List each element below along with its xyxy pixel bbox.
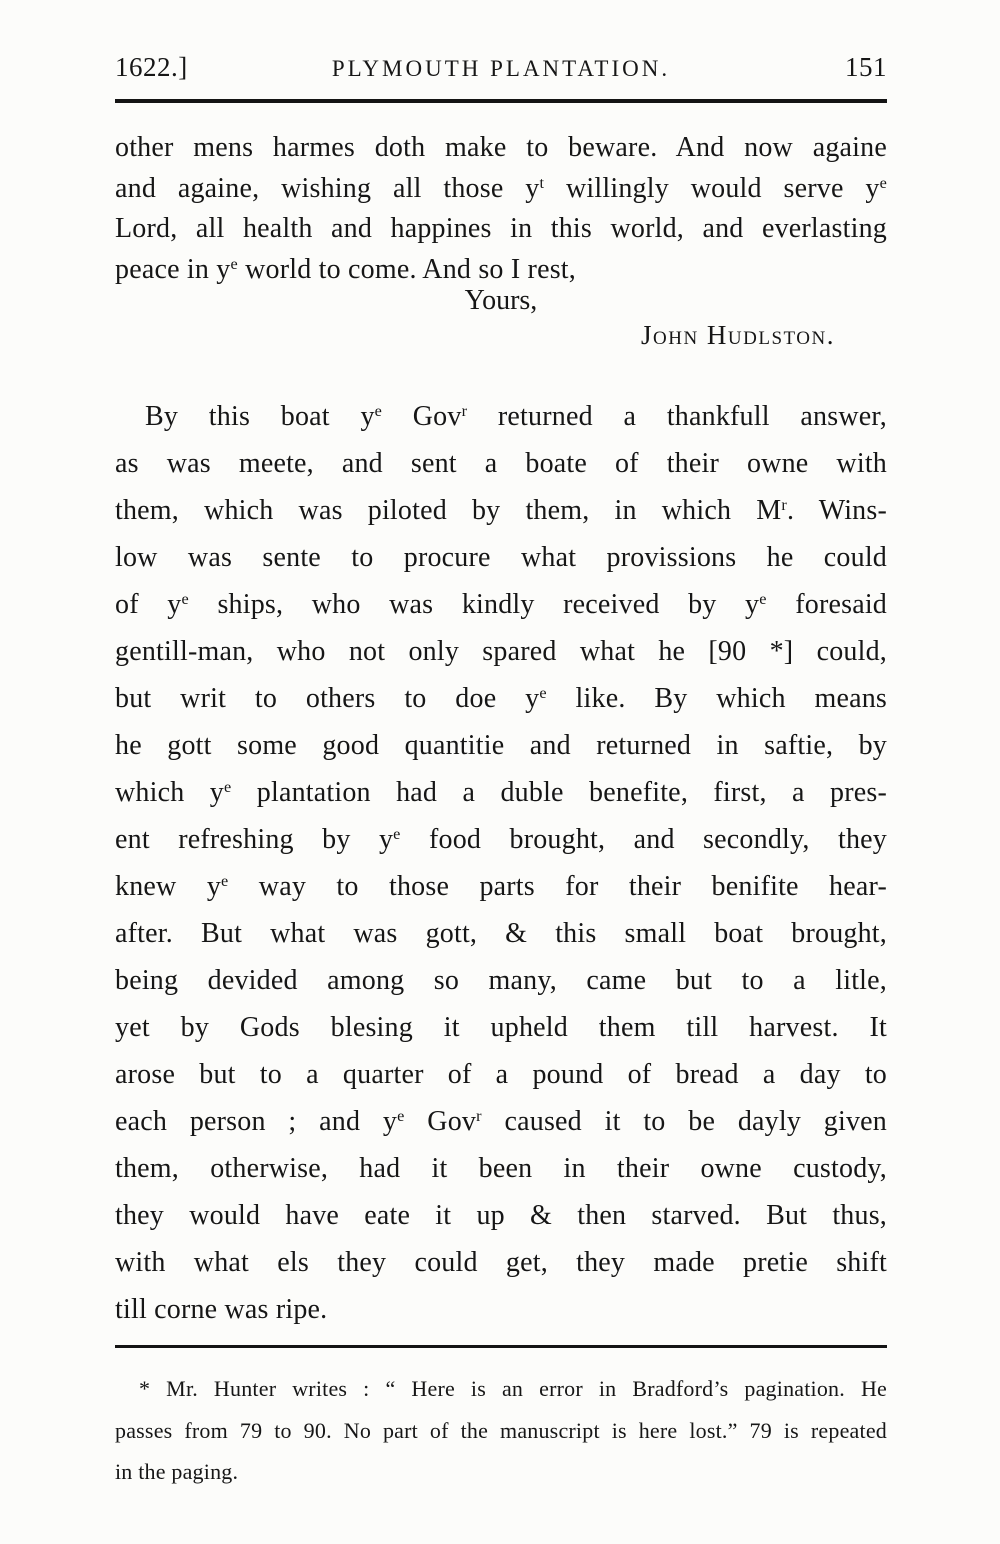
text-line: after. But what was gott, & this small boat brought, xyxy=(115,918,887,949)
text-line: them, otherwise, had it been in their owne custody, xyxy=(115,1153,887,1184)
text-line: other mens harmes doth make to beware. And now againe xyxy=(115,132,887,163)
text-line: low was sente to procure what provissions he could xyxy=(115,542,887,573)
text-line: knew $y^e$ way to those parts for their benifite hear- xyxy=(115,871,887,902)
footnote-rule xyxy=(115,1345,887,1348)
text-line: passes from 79 to 90. No part of the manuscript is here lost.” 79 is repeated xyxy=(115,1417,887,1443)
text-line: till corne was ripe. xyxy=(115,1294,328,1325)
text-line: them, which was piloted by them, in which $M^r$. Wins- xyxy=(115,495,888,526)
text-line: arose but to a quarter of a pound of bread a day to xyxy=(115,1059,887,1090)
text-line: with what els they could get, they made pretie shift xyxy=(115,1247,887,1278)
running-head xyxy=(115,52,887,83)
text-line: Lord, all health and happines in this world, and everlasting xyxy=(115,213,887,244)
text-line: gentill-man, who not only spared what he [90 *] could, xyxy=(115,636,887,667)
text-line: of $y^e$ ships, who was kindly received by $y^e$ foresaid xyxy=(115,589,888,620)
text-line: being devided among so many, came but to a litle, xyxy=(115,965,887,996)
text-line: By this boat $y^e$ Gov$^r$ returned a thankfull answer, xyxy=(145,401,887,432)
text-line: each person ; and $y^e$ Gov$^r$ caused it to be dayly given xyxy=(115,1106,887,1137)
text-line: as was meete, and sent a boate of their owne with xyxy=(115,448,887,479)
text-line: he gott some good quantitie and returned in saftie, by xyxy=(115,730,887,761)
footnote xyxy=(115,1368,887,1493)
header-page-number: 151 xyxy=(845,52,887,82)
text-line: and againe, wishing all those $y^t$ willingly would serve $y^e$ xyxy=(115,172,887,204)
text-line: yet by Gods blesing it upheld them till harvest. It xyxy=(115,1012,887,1043)
text-line: in the paging. xyxy=(115,1459,239,1484)
header-year: 1622.] xyxy=(115,52,188,82)
text-line: but writ to others to doe $y^e$ like. By which means xyxy=(115,683,887,714)
text-line: * Mr. Hunter writes : “ Here is an error in Bradford’s pagination. He xyxy=(139,1376,887,1401)
header-title: PLYMOUTH PLANTATION. xyxy=(331,56,671,81)
text-line: peace in $y^e$ world to come. And so I rest, xyxy=(115,253,576,285)
text-line: ent refreshing by $y^e$ food brought, and secondly, they xyxy=(115,824,887,855)
signature-name: John Hudlston. xyxy=(641,320,835,350)
text-line: which $y^e$ plantation had a duble benefite, first, a pres- xyxy=(115,777,888,808)
text-line: they would have eate it up & then starved. But thus, xyxy=(115,1200,887,1231)
body-paragraph-2 xyxy=(115,393,887,1333)
signature-salutation: Yours, xyxy=(464,285,538,316)
header-rule xyxy=(115,99,887,103)
body-paragraph-1 xyxy=(115,128,887,290)
